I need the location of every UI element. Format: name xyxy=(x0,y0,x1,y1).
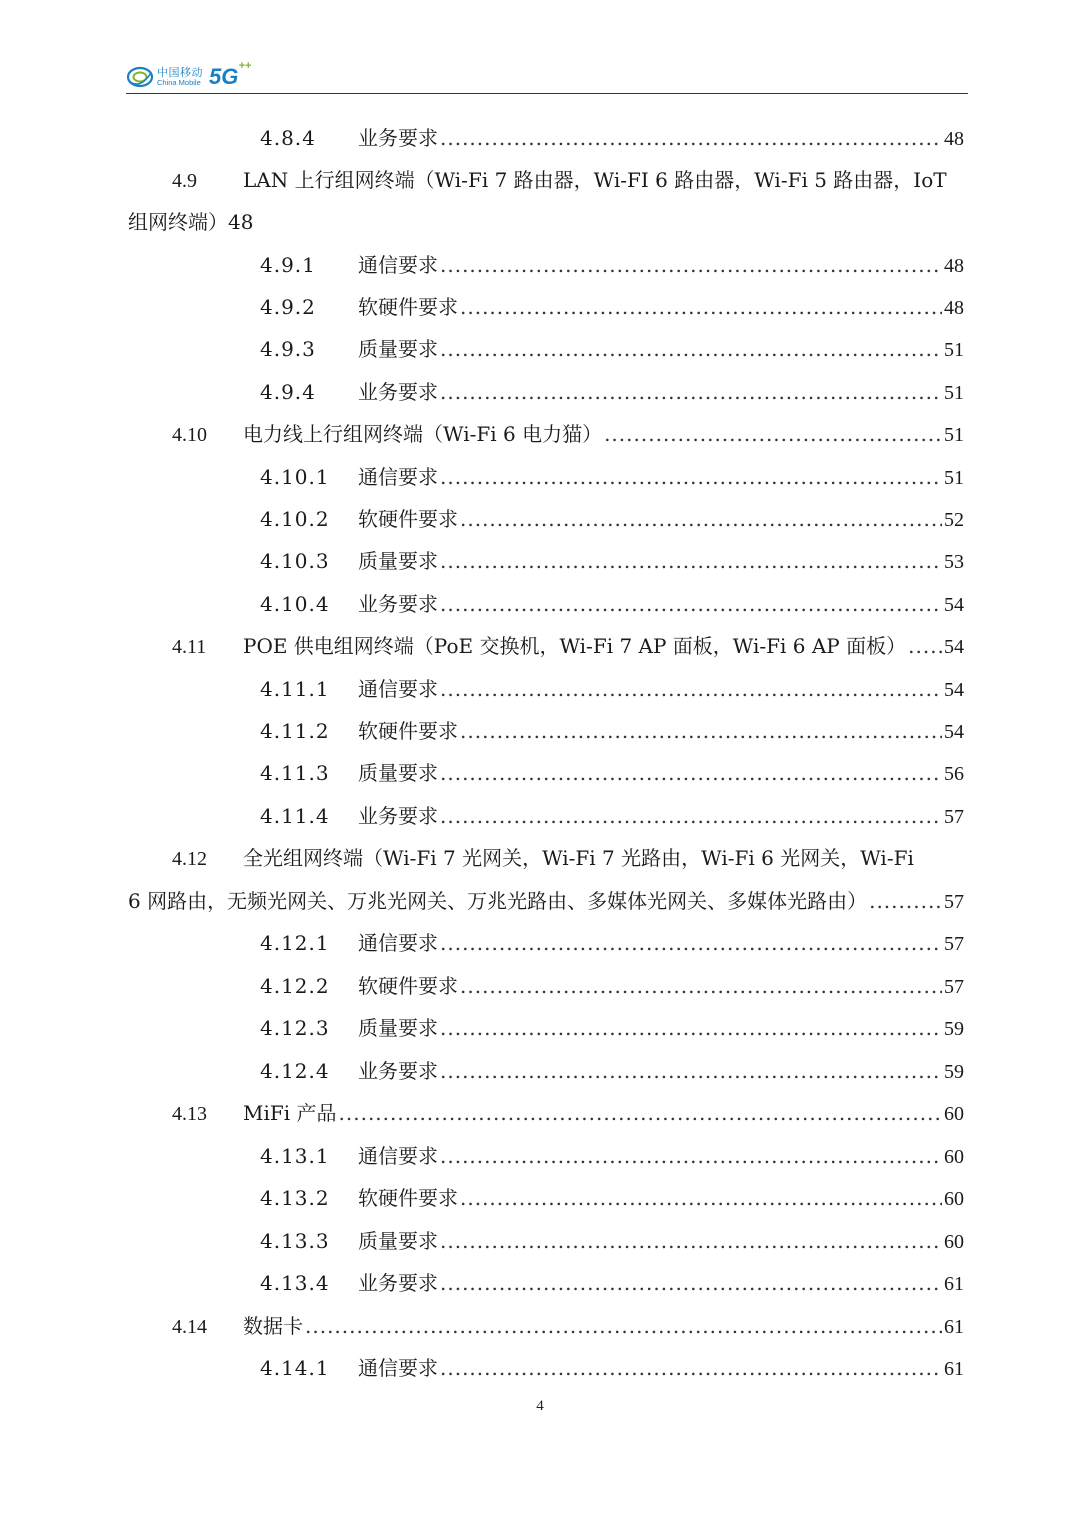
toc-leader xyxy=(339,1098,942,1128)
toc-title: POE 供电组网终端（PoE 交换机，Wi-Fi 7 AP 面板，Wi-Fi 6 AP 面板） xyxy=(243,634,907,658)
toc-title: 业务要求 xyxy=(358,1271,438,1295)
toc-leader xyxy=(604,419,942,449)
toc-entry-4-9[interactable] xyxy=(172,165,964,195)
toc-page: 57 xyxy=(944,976,964,998)
toc-entry-4-12-continued[interactable] xyxy=(128,886,964,916)
logo-5g-mark xyxy=(209,60,252,90)
toc-title: LAN 上行组网终端（Wi-Fi 7 路由器，Wi-FI 6 路由器，Wi-Fi 5 路由器，IoT xyxy=(243,168,947,192)
toc-number: 4.10.3 xyxy=(260,549,330,573)
toc-page: 51 xyxy=(944,382,964,404)
toc-page: 52 xyxy=(944,509,964,531)
toc-number: 4.12.2 xyxy=(260,974,330,998)
toc-entry-4-11-2[interactable] xyxy=(260,716,964,746)
toc-entry-4-12-2[interactable] xyxy=(260,971,964,1001)
toc-leader xyxy=(440,462,942,492)
toc-number: 4.9.3 xyxy=(260,337,316,361)
toc-title-continued: 6 网路由，无频光网关、万兆光网关、万兆光路由、多媒体光网关、多媒体光路由） xyxy=(128,889,868,913)
china-mobile-emblem-icon xyxy=(126,64,154,90)
toc-number: 4.11.3 xyxy=(260,761,330,785)
toc-entry-4-12[interactable] xyxy=(172,843,964,873)
toc-page: 51 xyxy=(944,424,964,446)
toc-leader xyxy=(440,1056,942,1086)
toc-number: 4.9.2 xyxy=(260,295,316,319)
page-number: 4 xyxy=(536,1398,544,1414)
toc-title: 通信要求 xyxy=(358,253,438,277)
toc-number: 4.12 xyxy=(172,848,207,870)
toc-page: 57 xyxy=(944,933,964,955)
toc-leader xyxy=(460,504,942,534)
toc-entry-4-9-4[interactable] xyxy=(260,377,964,407)
toc-page: 54 xyxy=(944,594,964,616)
toc-page: 57 xyxy=(944,806,964,828)
toc-page: 60 xyxy=(944,1103,964,1125)
toc-leader xyxy=(440,1268,942,1298)
toc-leader xyxy=(440,123,942,153)
toc-entry-4-10-3[interactable] xyxy=(260,546,964,576)
toc-title: 业务要求 xyxy=(358,592,438,616)
toc-entry-4-13-1[interactable] xyxy=(260,1141,964,1171)
toc-page: 48 xyxy=(944,297,964,319)
toc-title: 业务要求 xyxy=(358,804,438,828)
toc-leader xyxy=(440,1141,942,1171)
toc-entry-4-10[interactable] xyxy=(172,419,964,449)
header-rule xyxy=(126,93,968,94)
toc-leader xyxy=(305,1311,942,1341)
toc-page: 61 xyxy=(944,1316,964,1338)
toc-entry-4-9-1[interactable] xyxy=(260,250,964,280)
toc-number: 4.11 xyxy=(172,636,207,658)
toc-title: 通信要求 xyxy=(358,1144,438,1168)
toc-title: 电力线上行组网终端（Wi-Fi 6 电力猫） xyxy=(243,422,603,446)
toc-title: 通信要求 xyxy=(358,931,438,955)
toc-entry-4-11-4[interactable] xyxy=(260,801,964,831)
toc-title: 软硬件要求 xyxy=(358,507,458,531)
toc-number: 4.13.2 xyxy=(260,1186,330,1210)
toc-entry-4-11-1[interactable] xyxy=(260,674,964,704)
toc-entry-4-13-4[interactable] xyxy=(260,1268,964,1298)
toc-number: 4.14 xyxy=(172,1316,207,1338)
toc-page: 54 xyxy=(944,679,964,701)
toc-number: 4.13.4 xyxy=(260,1271,330,1295)
toc-page: 48 xyxy=(944,128,964,150)
toc-entry-4-13-2[interactable] xyxy=(260,1183,964,1213)
toc-number: 4.11.4 xyxy=(260,804,330,828)
toc-leader xyxy=(460,716,942,746)
toc-page: 57 xyxy=(944,891,964,913)
toc-page: 61 xyxy=(944,1358,964,1380)
toc-leader xyxy=(440,1353,942,1383)
toc-title: 业务要求 xyxy=(358,380,438,404)
toc-number: 4.11.2 xyxy=(260,719,330,743)
toc-entry-4-9-3[interactable] xyxy=(260,334,964,364)
toc-title: 质量要求 xyxy=(358,1229,438,1253)
toc-entry-4-13-3[interactable] xyxy=(260,1226,964,1256)
toc-leader xyxy=(460,1183,942,1213)
toc-number: 4.13 xyxy=(172,1103,207,1125)
toc-leader xyxy=(908,631,942,661)
logo-en-text: China Mobile xyxy=(157,78,201,88)
toc-entry-4-11[interactable] xyxy=(172,631,964,661)
toc-entry-4-10-1[interactable] xyxy=(260,462,964,492)
toc-page: 53 xyxy=(944,551,964,573)
toc-title: 质量要求 xyxy=(358,761,438,785)
toc-entry-4-9-continued[interactable] xyxy=(128,207,964,237)
toc-entry-4-10-4[interactable] xyxy=(260,589,964,619)
toc-title: MiFi 产品 xyxy=(243,1101,337,1125)
toc-title: 业务要求 xyxy=(358,1059,438,1083)
toc-entry-4-12-4[interactable] xyxy=(260,1056,964,1086)
toc-page: 60 xyxy=(944,1188,964,1210)
toc-title: 质量要求 xyxy=(358,549,438,573)
toc-leader xyxy=(440,1013,942,1043)
toc-title: 数据卡 xyxy=(243,1314,303,1338)
toc-number: 4.9 xyxy=(172,170,197,192)
toc-number: 4.13.3 xyxy=(260,1229,330,1253)
toc-leader xyxy=(440,546,942,576)
toc-page: 59 xyxy=(944,1018,964,1040)
toc-entry-4-12-1[interactable] xyxy=(260,928,964,958)
toc-title: 软硬件要求 xyxy=(358,719,458,743)
toc-entry-4-13[interactable] xyxy=(172,1098,964,1128)
toc-page: 60 xyxy=(944,1146,964,1168)
toc-page: 59 xyxy=(944,1061,964,1083)
toc-entry-4-14-1[interactable] xyxy=(260,1353,964,1383)
toc-number: 4.10.4 xyxy=(260,592,330,616)
toc-entry-4-9-2[interactable] xyxy=(260,292,964,322)
toc-leader xyxy=(869,886,942,916)
toc-number: 4.12.1 xyxy=(260,931,330,955)
toc-number: 4.10 xyxy=(172,424,207,446)
page-header xyxy=(126,60,968,94)
toc-title: 软硬件要求 xyxy=(358,295,458,319)
toc-number: 4.8.4 xyxy=(260,126,316,150)
toc-entry-4-12-3[interactable] xyxy=(260,1013,964,1043)
toc-number: 4.14.1 xyxy=(260,1356,330,1380)
toc-title: 通信要求 xyxy=(358,465,438,489)
toc-title: 软硬件要求 xyxy=(358,1186,458,1210)
toc-number: 4.12.4 xyxy=(260,1059,330,1083)
toc-page: 61 xyxy=(944,1273,964,1295)
toc-leader xyxy=(440,377,942,407)
toc-title: 质量要求 xyxy=(358,337,438,361)
toc-entry-4-10-2[interactable] xyxy=(260,504,964,534)
toc-number: 4.10.1 xyxy=(260,465,330,489)
toc-number: 4.9.1 xyxy=(260,253,316,277)
toc-leader xyxy=(460,292,942,322)
toc-leader xyxy=(440,801,942,831)
toc-number: 4.10.2 xyxy=(260,507,330,531)
toc-title: 业务要求 xyxy=(358,126,438,150)
toc-title: 通信要求 xyxy=(358,1356,438,1380)
toc-page: 48 xyxy=(944,255,964,277)
toc-page: 51 xyxy=(944,467,964,489)
toc-title: 质量要求 xyxy=(358,1016,438,1040)
toc-title-continued: 组网终端）48 xyxy=(128,210,254,234)
toc-leader xyxy=(440,758,942,788)
toc-leader xyxy=(460,971,942,1001)
toc-page: 51 xyxy=(944,339,964,361)
toc-entry-4-11-3[interactable] xyxy=(260,758,964,788)
toc-number: 4.13.1 xyxy=(260,1144,330,1168)
toc-leader xyxy=(440,250,942,280)
toc-entry-4-14[interactable] xyxy=(172,1311,964,1341)
toc-title: 通信要求 xyxy=(358,677,438,701)
toc-number: 4.9.4 xyxy=(260,380,316,404)
toc-leader xyxy=(440,674,942,704)
toc-entry-4-8-4[interactable] xyxy=(260,123,964,153)
toc-title: 全光组网终端（Wi-Fi 7 光网关，Wi-Fi 7 光路由，Wi-Fi 6 光网关，Wi-Fi xyxy=(243,846,914,870)
toc-page: 54 xyxy=(944,721,964,743)
logo-5g-text: 5G xyxy=(209,64,239,89)
toc-leader xyxy=(440,928,942,958)
toc-leader xyxy=(440,589,942,619)
china-mobile-logo xyxy=(126,60,252,94)
toc-number: 4.12.3 xyxy=(260,1016,330,1040)
toc-page: 54 xyxy=(944,636,964,658)
toc-page: 56 xyxy=(944,763,964,785)
toc-leader xyxy=(440,1226,942,1256)
toc-number: 4.11.1 xyxy=(260,677,330,701)
toc-page: 60 xyxy=(944,1231,964,1253)
logo-cn-text: 中国移动 xyxy=(157,66,203,80)
toc-title: 软硬件要求 xyxy=(358,974,458,998)
logo-plus-text: ++ xyxy=(238,60,252,72)
toc-leader xyxy=(440,334,942,364)
